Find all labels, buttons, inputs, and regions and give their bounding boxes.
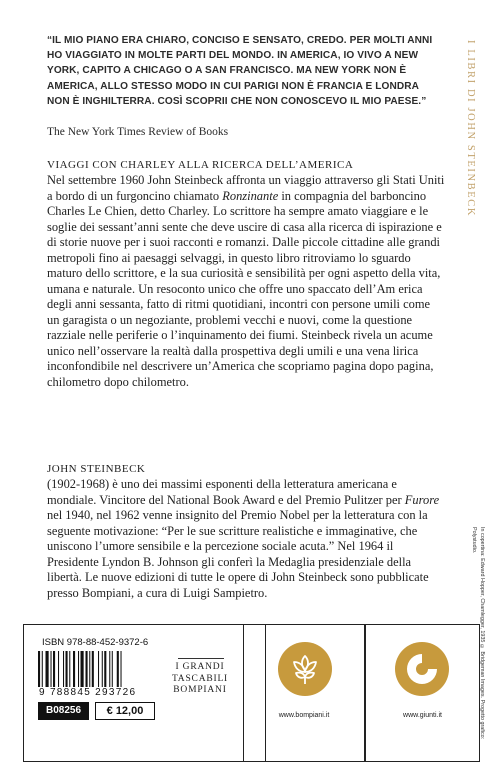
isbn-label: ISBN 978-88-452-9372-6 [42,637,149,648]
cover-credits: In copertina: Edward Hopper, Chamlegger, 1935 © Bridgeman Images. Progetto grafico: Polystudio. [471,527,485,740]
barcode-bar [121,651,122,687]
quote-source: The New York Times Review of Books [47,126,229,138]
barcode-bar [51,651,52,687]
series-logo-line-3: BOMPIANI [173,685,227,695]
book-description-text-2: in compagnia del barboncino Charles Le Chien, detto Charley. Lo scrittore ha sempre amato viaggiare e le soglie dei sessant’anni sente che deve uscire di casa alla ricerca di ispirazione e di storie nuove per i suoi racconti e romanzi. Dalle piccole cittadine alle grandi metropoli fino ai paesaggi selvaggi, in questo libro ritroviamo lo sguardo maturo dello scrittore, e la sua curiosità e sensibilità per ogni aspetto della vita, umana e naturale. Un resoconto unico che offre uno spaccato dell’Am erica degli anni sessanta, fatto di ritmi quotidiani, incontri con persone umili come un garagista o un negoziante, problemi vecchi e nuovi, come la questione razziale nelle periferie o l’inquinamento dei fiumi. Steinbeck rivela un acume unico nell’osservare la realtà dalla prospettiva degli umili e una vena lirica inconfondibile nel descrivere un’America che scopriamo pagina dopo pagina, chilometro dopo chilometro. [47,188,442,389]
barcode-bar [73,651,75,687]
barcode-bar [102,651,103,687]
book-description-text-1: Nel settembre 1960 John Steinbeck affronta un viaggio attraverso gli Stati Uniti a bordo di un furgoncino chiamato [47,173,445,203]
series-vertical-title: I LIBRI DI JOHN STEINBECK [465,40,476,218]
back-cover-quote: “IL MIO PIANO ERA CHIARO, CONCISO E SENSATO, CREDO. PER MOLTI ANNI HO VIAGGIATO IN MOLTE PARTI DEL MONDO. IN AMERICA, IO VIVO A NEW YORK, CAPITO A CHICAGO O A SAN FRANCISCO. MA NEW YORK NON È AMERICA, ALLO STESSO MODO IN CUI PARIGI NON È FRANCIA E LONDRA NON È INGHILTERRA. COSÌ SCOPRII CHE NON CONOSCEVO IL MIO PAESE.” [47,35,433,107]
barcode-bar [104,651,106,687]
series-logo-line-2: TASCABILI [171,673,229,684]
barcode-bar [69,651,70,687]
book-title: VIAGGI CON CHARLEY ALLA RICERCA DELL’AMERICA [47,159,354,171]
barcode-bar [109,651,110,687]
giunti-url: www.giunti.it [403,712,442,719]
barcode-bar [38,651,40,687]
barcode-bar [46,651,49,687]
barcode-graphic [38,651,148,689]
barcode-bar [58,651,59,687]
product-code-badge: B08256 [38,702,89,720]
bompiani-flower-icon [278,642,332,696]
series-logo-line-1: I GRANDI [175,662,225,672]
barcode-bar [86,651,88,687]
series-logo-rule [178,658,224,659]
barcode-bar [78,651,79,687]
series-logo [165,662,235,697]
author-name: JOHN STEINBECK [47,463,146,475]
barcode-digits: 9 788845 293726 [39,687,137,698]
barcode-bar [92,651,94,687]
barcode-bar [42,651,43,687]
author-bio-text-2: nel 1940, nel 1962 venne insignito del Premio Nobel per la letteratura con la seguente motivazione: “Per le sue scritture realistiche e immaginative, che uniscono l’umore sensibile e la percezione sociale acuta.” Nel 1964 il Presidente Lyndon B. Johnson gli conferì la Medaglia presidenziale della libertà. Le nuove edizioni di tutte le opere di John Steinbeck sono pubblicate presso Bompiani, a cura di Luigi Sampietro. [47,508,429,600]
barcode-bar [112,651,113,687]
barcode-bar [117,651,119,687]
author-bio-text-1: (1902-1968) è uno dei massimi esponenti della letteratura americana e mondiale. Vincitore del National Book Award e del Premio Pulitzer per [47,477,405,507]
barcode-bar [98,651,99,687]
bompiani-url: www.bompiani.it [278,712,330,719]
barcode-bar [89,651,90,687]
price-label: € 12,00 [95,702,155,720]
author-bio [47,477,445,601]
barcode-bar [53,651,55,687]
author-bio-book-title: Furore [404,492,440,507]
book-description-van-name: Ronzinante [222,188,279,203]
barcode-bar [66,651,68,687]
giunti-spiral-icon [395,642,449,696]
book-description [47,173,445,390]
barcode-bar [63,651,64,687]
barcode-bar [81,651,84,687]
